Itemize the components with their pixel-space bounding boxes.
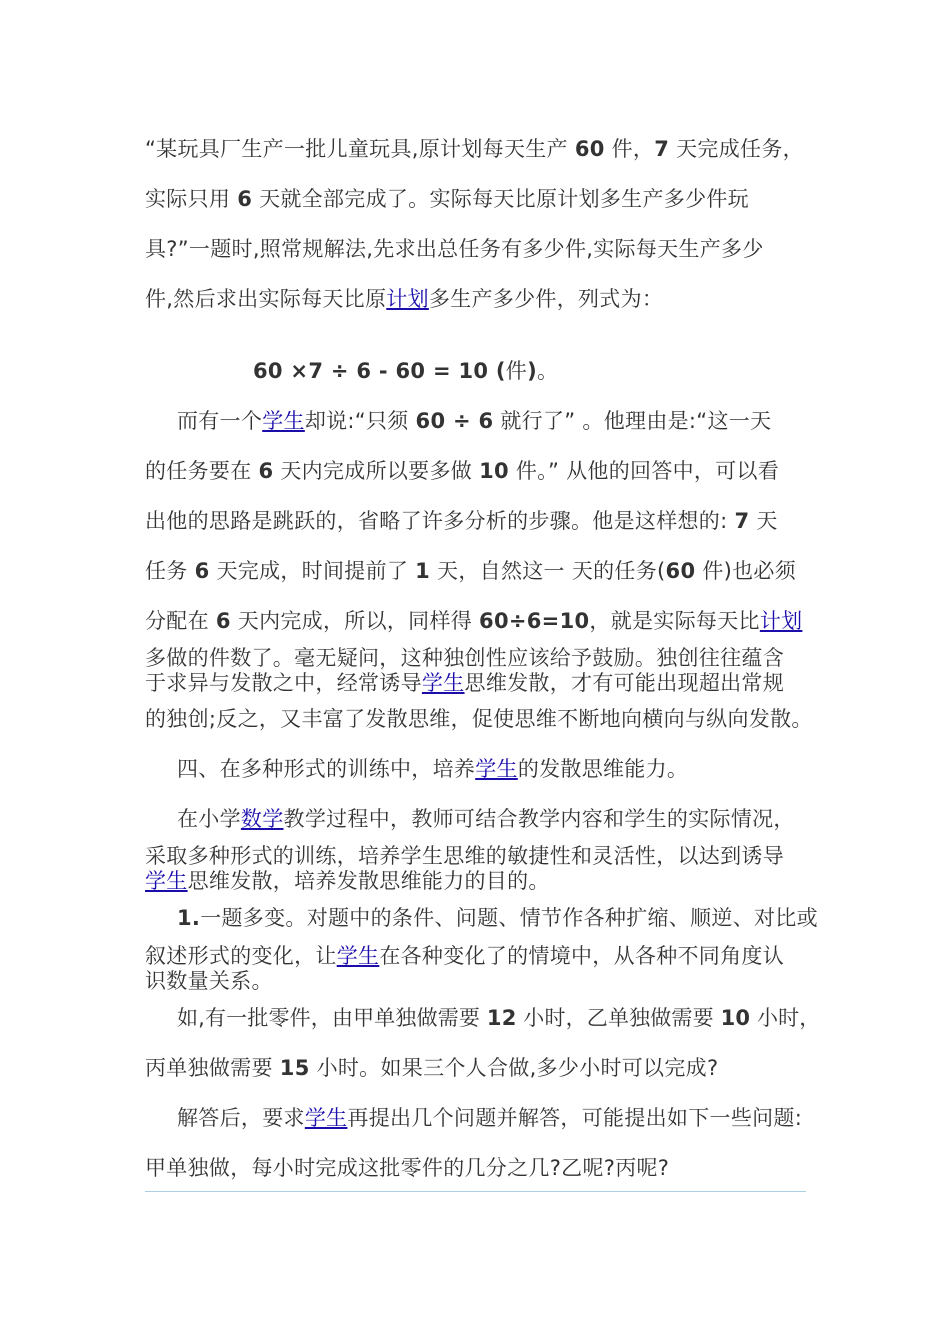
text-line (177, 1105, 802, 1131)
text-line (177, 806, 795, 832)
text-line (145, 236, 764, 262)
text-span: 多生产多少件，列式为： (428, 287, 664, 311)
text-link[interactable]: 数学 (240, 807, 284, 831)
bottom-divider (145, 1191, 806, 1192)
text-span: 却说:“只须 (304, 409, 416, 433)
bold-text: 6 (237, 187, 253, 211)
text-span: 天内完成，所以，同样得 (230, 609, 480, 633)
bold-text: 10 (479, 459, 509, 483)
bold-text: 6 (258, 459, 274, 483)
text-span: 小时， (750, 1006, 821, 1030)
text-link[interactable]: 学生 (475, 757, 518, 781)
text-span: 就行了” 。他理由是:“这一天 (493, 409, 772, 433)
text-span: 的发散思维能力。 (517, 757, 689, 781)
text-link[interactable]: 学生 (336, 944, 380, 968)
bold-text: 6 (194, 559, 210, 583)
bold-text: 60 ÷ 6 (415, 409, 494, 433)
text-span: 出他的思路是跳跃的，省略了许多分析的步骤。他是这样想的: (145, 509, 735, 533)
text-span: 件 (505, 359, 528, 383)
text-link[interactable]: 计划 (386, 287, 429, 311)
bold-text: 10 (720, 1006, 751, 1030)
bold-text: ) (527, 359, 538, 383)
text-span: 采取多种形式的训练，培养学生思维的敏捷性和灵活性，以达到诱导 (145, 844, 784, 868)
text-line (145, 670, 784, 696)
text-span: 的独创;反之，又丰富了发散思维，促使思维不断地向横向与纵向发散。 (145, 707, 813, 731)
text-span: 。 (537, 359, 559, 383)
text-span: 教学过程中，教师可结合教学内容和学生的实际情况， (283, 807, 795, 831)
text-span: 的任务要在 (145, 459, 259, 483)
text-span: 具?”一题时,照常规解法,先求出总任务有多少件,实际每天生产多少 (145, 237, 764, 261)
text-span: 实际只用 (145, 187, 238, 211)
bold-text: 60 ×7 ÷ 6 - 60 = 10 ( (253, 359, 506, 383)
bold-text: 7 (654, 137, 670, 161)
text-span: 思维发散，才有可能出现超出常规 (464, 671, 785, 695)
text-line (177, 756, 688, 782)
text-link[interactable]: 学生 (421, 671, 465, 695)
text-line (177, 1005, 820, 1031)
text-span: 件)也必须 (695, 559, 797, 583)
text-link[interactable]: 学生 (304, 1106, 348, 1130)
text-line (145, 843, 784, 869)
text-link[interactable]: 学生 (145, 869, 188, 893)
bold-text: 7 (734, 509, 750, 533)
bold-text: 6 (215, 609, 231, 633)
text-span: 识数量关系。 (145, 969, 273, 993)
text-span: 任务 (145, 559, 195, 583)
text-span: 天 (749, 509, 778, 533)
text-line (145, 645, 784, 671)
text-line (145, 1055, 718, 1081)
text-link[interactable]: 学生 (262, 409, 305, 433)
text-span: 如,有一批零件，由甲单独做需要 (177, 1006, 487, 1030)
text-line (145, 1155, 669, 1181)
text-line (145, 608, 802, 634)
text-span: 分配在 (145, 609, 216, 633)
text-line (145, 968, 273, 994)
text-span: ，就是实际每天比 (589, 609, 760, 633)
text-span: 多做的件数了。毫无疑问，这种独创性应该给予鼓励。独创往往蕴含 (145, 646, 784, 670)
text-line (253, 358, 558, 384)
text-line (145, 136, 804, 162)
text-span: 再提出几个问题并解答，可能提出如下一些问题: (347, 1106, 803, 1130)
text-span: 天，自然这一 天的任务( (430, 559, 666, 583)
text-span: 丙单独做需要 (145, 1056, 280, 1080)
text-span: 天内完成所以要多做 (273, 459, 480, 483)
text-line (145, 458, 779, 484)
bold-text: 60 (665, 559, 696, 583)
text-line (145, 706, 813, 732)
text-link[interactable]: 计划 (759, 609, 803, 633)
text-line (177, 408, 771, 434)
bold-text: 1. (177, 906, 201, 930)
text-span: 思维发散，培养发散思维能力的目的。 (187, 869, 550, 893)
text-line (145, 868, 550, 894)
text-line (145, 508, 778, 534)
text-span: 天就全部完成了。实际每天比原计划多生产多少件玩 (252, 187, 749, 211)
text-span: 在小学 (177, 807, 241, 831)
text-line (145, 286, 663, 312)
text-span: 于求异与发散之中，经常诱导 (145, 671, 422, 695)
bold-text: 1 (415, 559, 431, 583)
bold-text: 12 (486, 1006, 517, 1030)
text-span: 件,然后求出实际每天比原 (145, 287, 387, 311)
text-line (177, 905, 818, 931)
text-span: 解答后，要求 (177, 1106, 305, 1130)
text-span: 一题多变。对题中的条件、问题、情节作各种扩缩、顺逆、对比或 (200, 906, 818, 930)
bold-text: 15 (279, 1056, 310, 1080)
text-span: “某玩具厂生产一批儿童玩具,原计划每天生产 (145, 137, 575, 161)
bold-text: 60÷6=10 (479, 609, 590, 633)
text-span: 天完成任务， (669, 137, 804, 161)
text-line (145, 943, 784, 969)
text-span: 在各种变化了的情境中，从各种不同角度认 (379, 944, 785, 968)
bold-text: 60 (574, 137, 605, 161)
text-span: 小时，乙单独做需要 (516, 1006, 721, 1030)
text-span: 甲单独做，每小时完成这批零件的几分之几?乙呢?丙呢? (145, 1156, 670, 1180)
text-line (145, 558, 796, 584)
text-span: 叙述形式的变化，让 (145, 944, 337, 968)
text-line (145, 186, 749, 212)
text-span: 四、在多种形式的训练中，培养 (177, 757, 476, 781)
text-span: 件。” 从他的回答中，可以看 (508, 459, 780, 483)
text-span: 而有一个 (177, 409, 263, 433)
text-span: 件， (604, 137, 655, 161)
text-span: 天完成，时间提前了 (209, 559, 416, 583)
text-span: 小时。如果三个人合做,多少小时可以完成? (309, 1056, 719, 1080)
